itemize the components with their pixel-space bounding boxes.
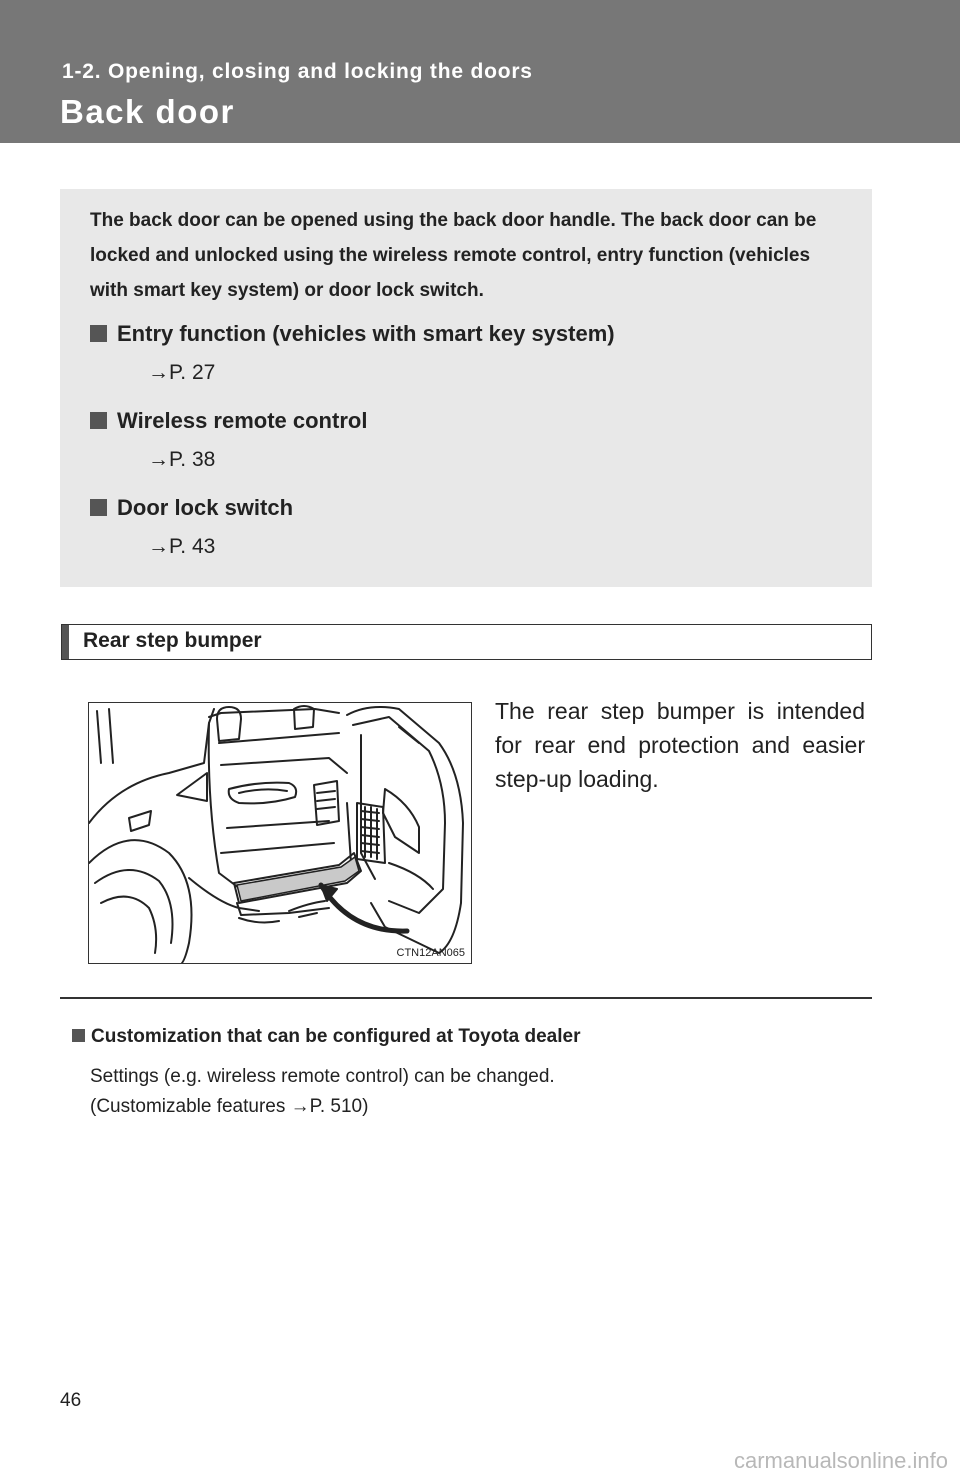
rear-step-description: The rear step bumper is intended for rear end protection and easier step-up loading. <box>495 698 865 792</box>
rear-step-subheading <box>61 624 872 660</box>
customization-line-1: Settings (e.g. wireless remote control) can be changed. <box>90 1066 555 1087</box>
figure-code: CTN12AN065 <box>396 947 465 959</box>
door-lock-switch-label: Door lock switch <box>117 495 294 520</box>
page-number: 46 <box>60 1390 82 1411</box>
door-lock-switch-page-link[interactable]: →P. 43 <box>148 535 216 558</box>
watermark: carmanualsonline.info <box>733 1448 948 1473</box>
wireless-remote-heading <box>90 408 367 434</box>
customization-heading <box>72 1026 580 1048</box>
customization-line-2[interactable]: (Customizable features →P. 510) <box>90 1096 369 1117</box>
entry-function-page-link[interactable]: →P. 27 <box>148 361 216 384</box>
door-lock-switch-heading <box>90 495 293 521</box>
vehicle-rear-drawing <box>89 703 472 964</box>
wireless-remote-label: Wireless remote control <box>117 408 368 433</box>
section-label: 1-2. Opening, closing and locking the doors <box>62 60 533 83</box>
customization-heading-text: Customization that can be configured at Toyota dealer <box>91 1026 581 1047</box>
page-title: Back door <box>60 93 235 130</box>
intro-box <box>60 189 872 587</box>
square-bullet-icon <box>90 412 107 429</box>
section-header <box>0 0 960 143</box>
rear-step-bumper-illustration <box>88 702 472 964</box>
square-bullet-icon <box>90 499 107 516</box>
subheading-bar <box>62 625 69 659</box>
rear-step-heading: Rear step bumper <box>83 629 262 652</box>
intro-text: The back door can be opened using the back door handle. The back door can be locked and unlocked using the wireless remote control, entry function (vehicles with smart key system) or door lock switch. <box>90 210 817 301</box>
entry-function-label: Entry function (vehicles with smart key system) <box>117 321 615 346</box>
square-bullet-icon <box>72 1029 85 1042</box>
divider-line <box>60 997 872 999</box>
square-bullet-icon <box>90 325 107 342</box>
entry-function-heading <box>90 321 615 347</box>
wireless-remote-page-link[interactable]: →P. 38 <box>148 448 216 471</box>
